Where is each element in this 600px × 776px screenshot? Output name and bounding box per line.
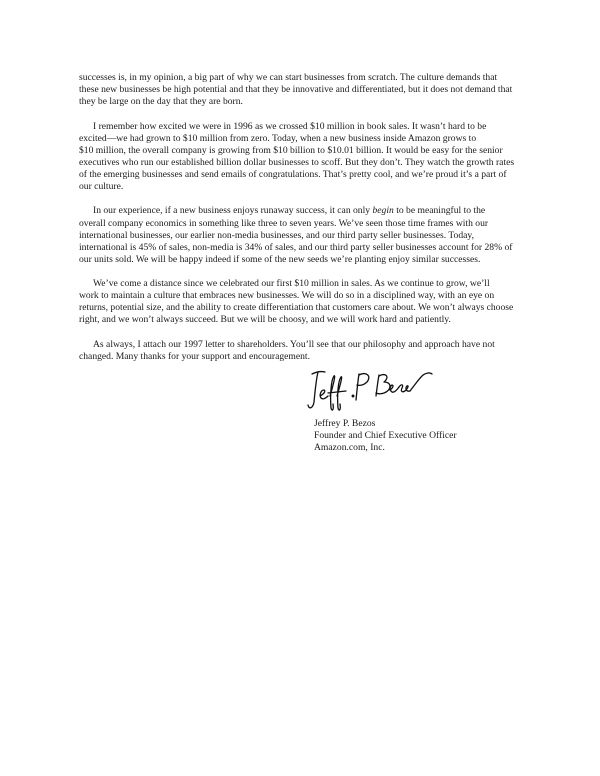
text-line: of the emerging businesses and send emails of congratulations. That’s pretty cool, and we’re proud it’s a part of xyxy=(79,168,507,180)
paragraph-5 xyxy=(79,339,529,363)
text-line: they be large on the day that they are born. xyxy=(79,96,243,108)
text-line: these new businesses be high potential and that they be innovative and differentiated, but it does not demand that xyxy=(79,84,513,96)
text-line: international is 45% of sales, non-media is 34% of sales, and our third party seller businesses account for 28% of xyxy=(79,241,513,253)
paragraph-2 xyxy=(79,121,529,194)
signature-block xyxy=(306,366,486,454)
signer-company: Amazon.com, Inc. xyxy=(314,442,385,454)
text-segment: to be meaningful to the xyxy=(393,205,486,217)
paragraph-4 xyxy=(79,278,529,326)
text-line: our units sold. We will be happy indeed if some of the new seeds we’re planting enjoy similar successes. xyxy=(79,253,481,265)
emphasis-text: begin xyxy=(372,205,394,217)
letter-body xyxy=(79,72,529,375)
text-line: right, and we won’t always succeed. But we will be choosy, and we will work hard and patiently. xyxy=(79,314,451,326)
text-line: $10 million, the overall company is growing from $10 billion to $10.01 billion. It would be easy for the senior xyxy=(79,144,503,156)
text-segment: In our experience, if a new business enjoys runaway success, it can only xyxy=(93,205,373,217)
text-line: changed. Many thanks for your support and encouragement. xyxy=(79,350,310,362)
text-line: work to maintain a culture that embraces new businesses. We will do so in a disciplined way, with an eye on xyxy=(79,290,495,302)
text-line: executives who run our established billion dollar businesses to scoff. But they don’t. They watch the growth rates xyxy=(79,156,515,168)
text-line: I remember how excited we were in 1996 as we crossed $10 million in book sales. It wasn’t hard to be xyxy=(93,120,487,132)
signer-title: Founder and Chief Executive Officer xyxy=(314,430,457,442)
text-line: overall company economics in something like three to seven years. We’ve seen those time frames with our xyxy=(79,217,489,229)
text-line: As always, I attach our 1997 letter to shareholders. You’ll see that our philosophy and approach have not xyxy=(93,338,495,350)
text-line: successes is, in my opinion, a big part of why we can start businesses from scratch. The culture demands that xyxy=(79,72,498,83)
signer-name: Jeffrey P. Bezos xyxy=(314,418,376,429)
text-line: international businesses, our earlier non-media businesses, and our third party seller businesses. Today, xyxy=(79,229,474,241)
text-line: We’ve come a distance since we celebrated our first $10 million in sales. As we continue to grow, we’ll xyxy=(93,278,490,290)
handwritten-signature xyxy=(306,366,434,414)
text-line: our culture. xyxy=(79,181,124,193)
text-line: excited—we had grown to $10 million from zero. Today, when a new business inside Amazon grows to xyxy=(79,132,477,144)
paragraph-1 xyxy=(79,72,529,108)
paragraph-3 xyxy=(79,205,529,265)
text-line: returns, potential size, and the ability to create differentiation that customers care about. We won’t always choose xyxy=(79,302,514,314)
text-line xyxy=(79,205,529,217)
